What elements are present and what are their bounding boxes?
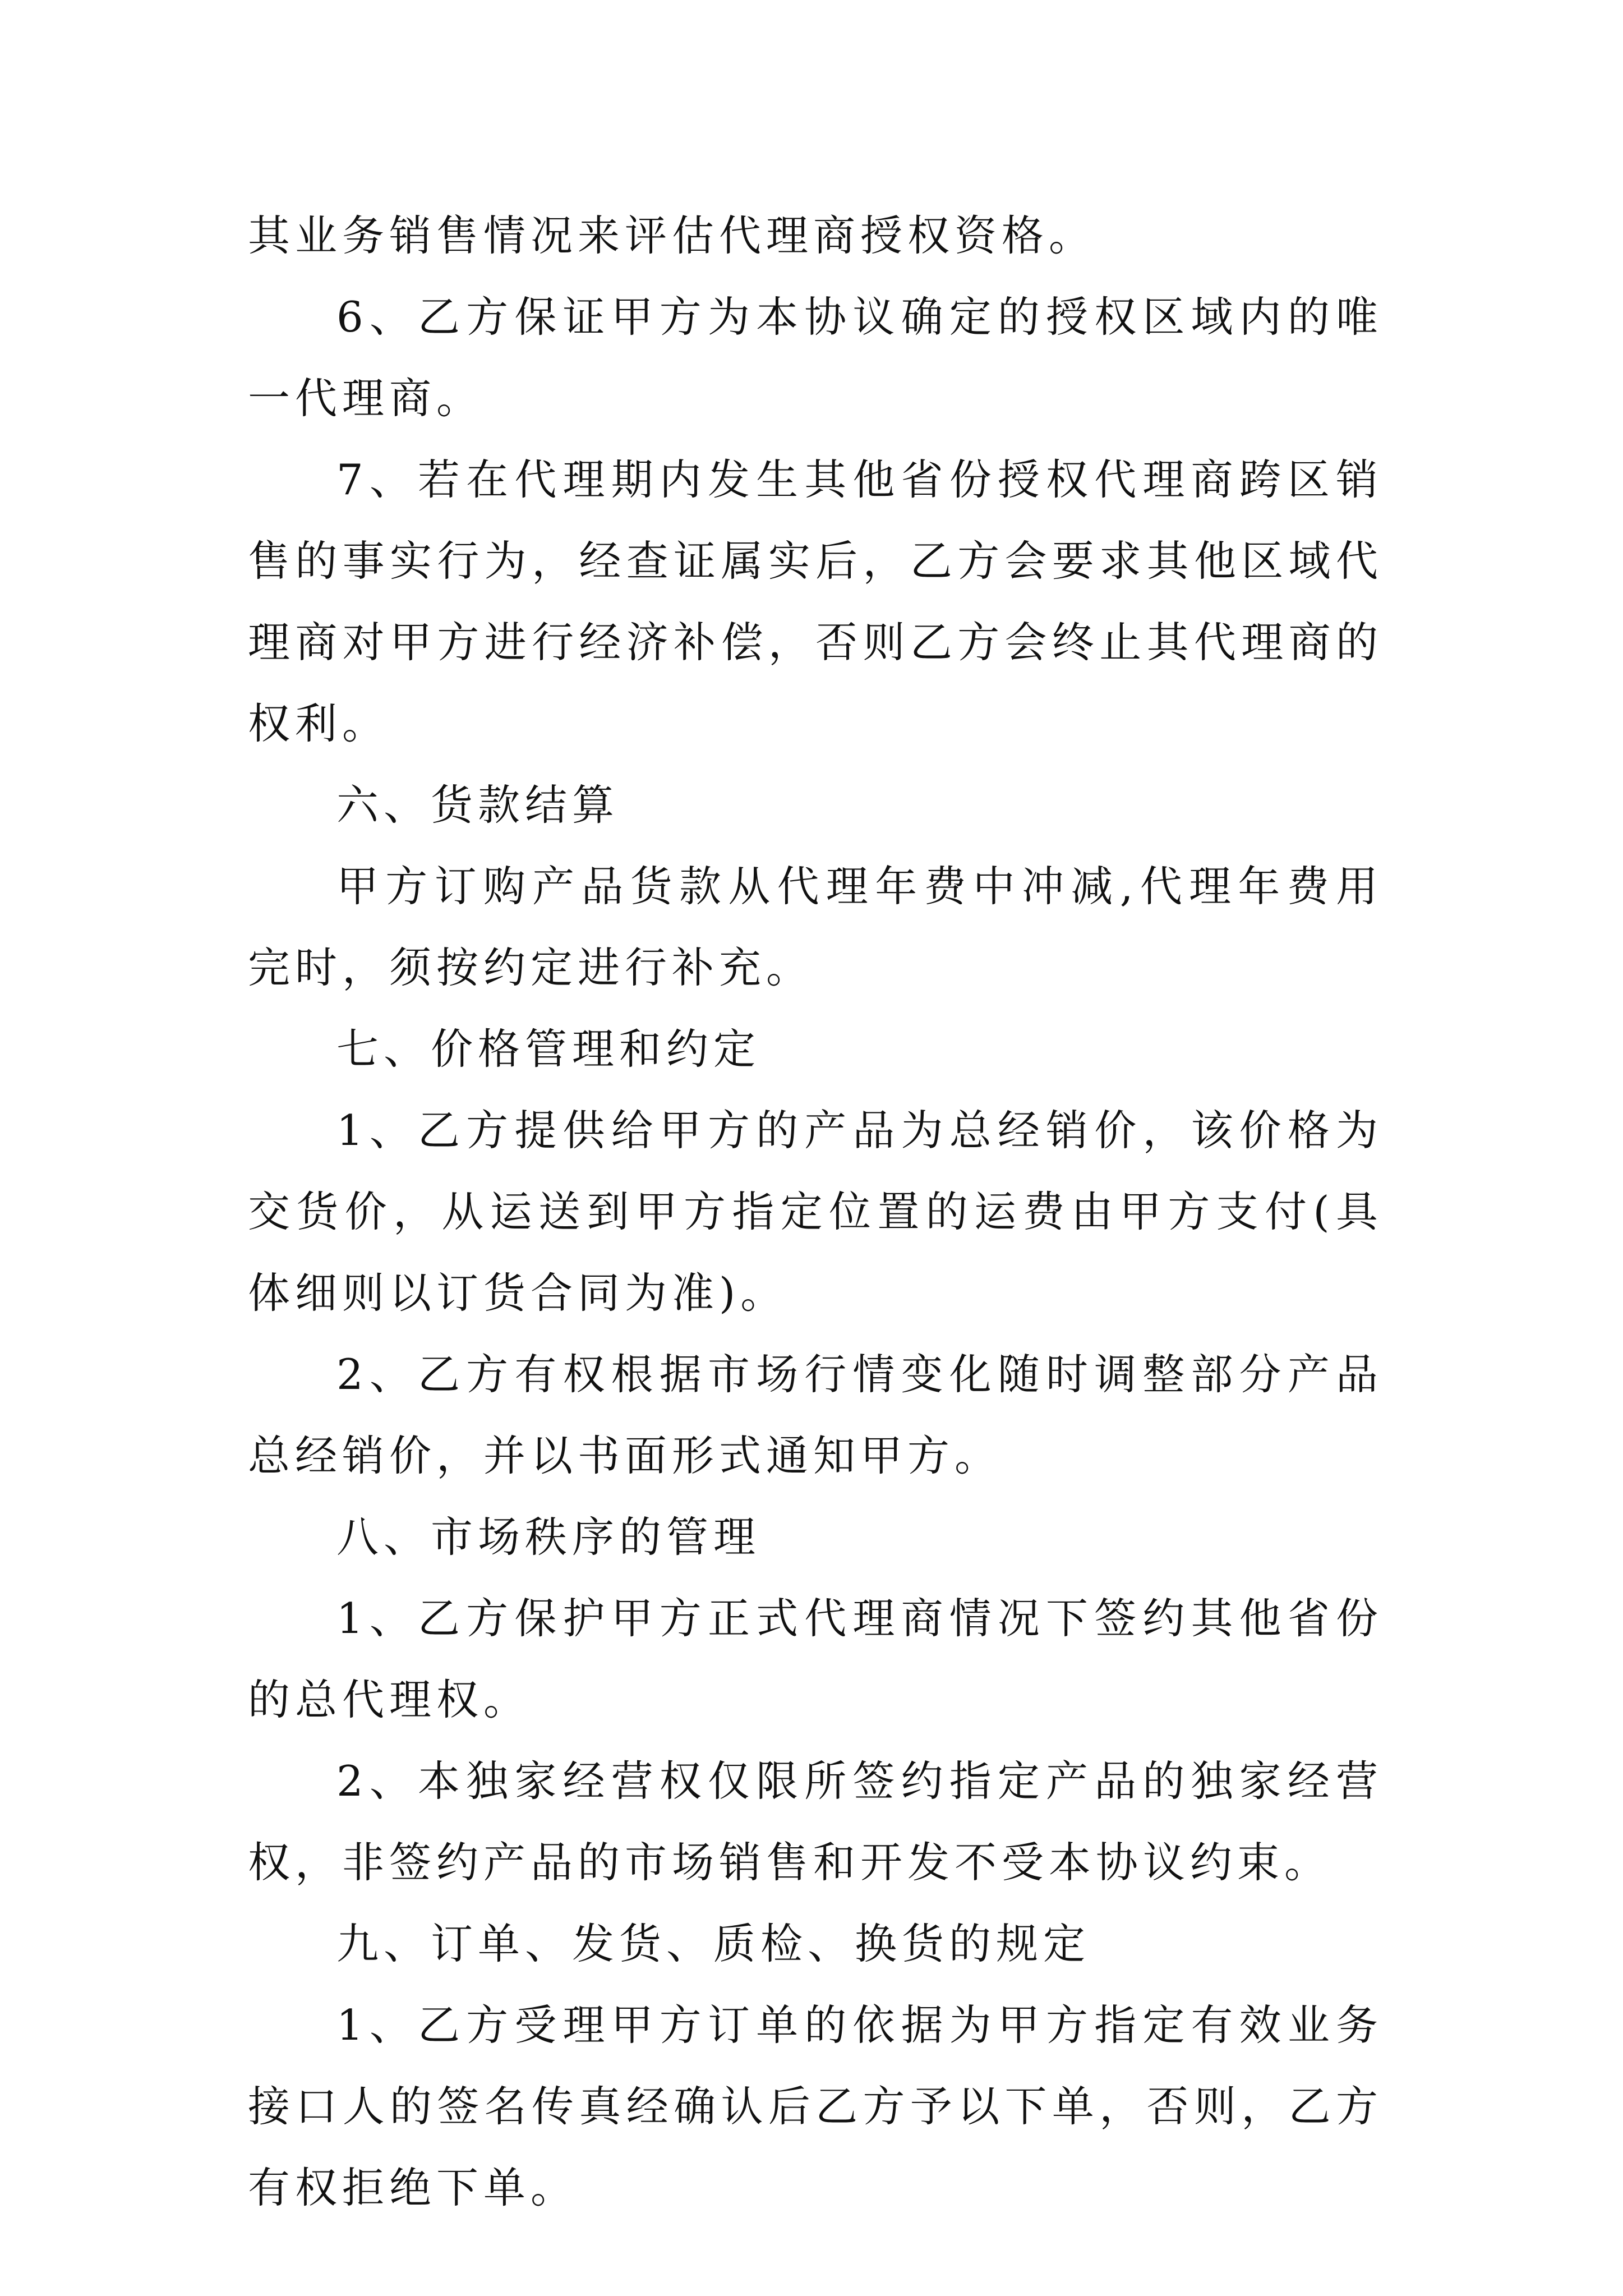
clause-5-6: 6、乙方保证甲方为本协议确定的授权区域内的唯一代理商。 [248,292,1383,423]
paragraph-continuation: 其业务销售情况来评估代理商授权资格。 [248,211,1096,260]
section-6-body: 甲方订购产品货款从代理年费中冲减,代理年费用完时，须按约定进行补充。 [248,862,1383,992]
section-heading-7: 七、价格管理和约定 [336,1024,761,1074]
clause-7-1: 1、乙方提供给甲方的产品为总经销价，该价格为交货价，从运送到甲方指定位置的运费由甲方支付(具体细则以订货合同为准)。 [248,1106,1383,1318]
clause-9-1: 1、乙方受理甲方订单的依据为甲方指定有效业务接口人的签名传真经确认后乙方予以下单，否则，乙方有权拒绝下单。 [248,2000,1383,2212]
section-heading-6: 六、货款结算 [336,780,620,830]
document-body [248,195,1383,2229]
clause-7-2: 2、乙方有权根据市场行情变化随时调整部分产品总经销价，并以书面形式通知甲方。 [248,1350,1383,1480]
clause-8-1: 1、乙方保护甲方正式代理商情况下签约其他省份的总代理权。 [248,1594,1383,1724]
section-heading-9: 九、订单、发货、质检、换货的规定 [336,1919,1091,1968]
clause-5-7: 7、若在代理期内发生其他省份授权代理商跨区销售的事实行为，经查证属实后，乙方会要求其他区域代理商对甲方进行经济补偿，否则乙方会终止其代理商的权利。 [248,455,1383,748]
section-heading-8: 八、市场秩序的管理 [336,1512,761,1562]
clause-8-2: 2、本独家经营权仅限所签约指定产品的独家经营权，非签约产品的市场销售和开发不受本协议约束。 [248,1756,1383,1887]
